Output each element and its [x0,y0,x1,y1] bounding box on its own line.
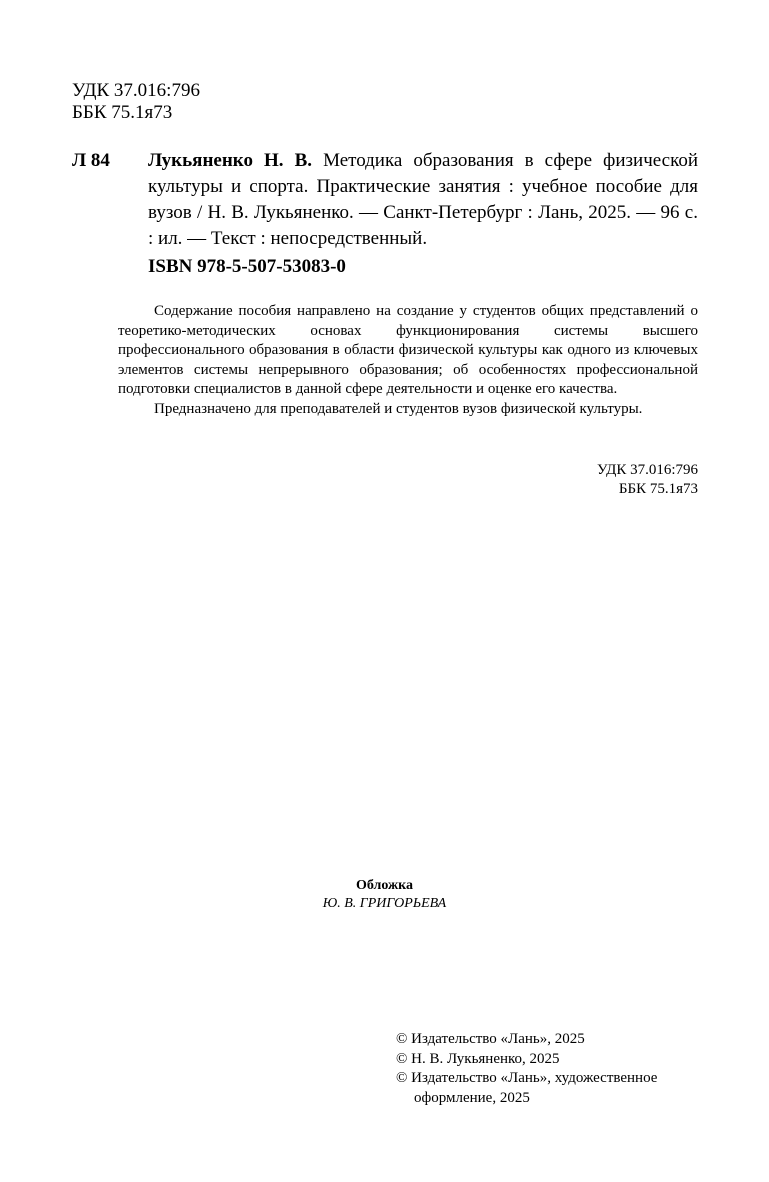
cover-credit [0,877,769,913]
description-text: Методика образования в сфере физической культуры и спорта. Практические занятия : учебное пособие для вузов / Н. В. Лукьяненко. — Санкт-Петербург : Лань, 2025. — 96 с. : ил. — Текст : непосредственный. [148,150,699,249]
abstract-paragraph: Содержание пособия направлено на создание у студентов общих представлений о теоретико-методических основах функционирования системы высшего профессионального образования в области физической культуры как одного из ключевых элементов системы непрерывного образования; об особенностях профессиональной подготовки специалистов в данной сфере деятельности и оценке его качества. [118,303,698,397]
footer-codes [118,461,698,499]
abstract [118,302,698,419]
isbn: ISBN 978-5-507-53083-0 [148,256,346,277]
author-mark: Л 84 [72,150,110,171]
cover-label: Обложка [355,878,414,893]
bbk-code: ББК 75.1я73 [72,102,173,123]
copyright-line: © Издательство «Лань», художественное [396,1070,658,1086]
copyright-line: © Издательство «Лань», 2025 [396,1031,585,1047]
bibliographic-description [148,148,698,252]
header-codes [72,80,200,124]
audience-paragraph: Предназначено для преподавателей и студентов вузов физической культуры. [154,400,643,417]
catalog-entry [72,148,698,252]
copyright-block [396,1030,657,1108]
copyright-line: © Н. В. Лукьяненко, 2025 [396,1050,560,1067]
udk-code-right: УДК 37.016:796 [596,462,698,478]
udk-code: УДК 37.016:796 [72,80,200,101]
author-name: Лукьяненко Н. В. [148,150,313,171]
cover-designer: Ю. В. ГРИГОРЬЕВА [322,896,447,911]
bbk-code-right: ББК 75.1я73 [618,481,698,497]
copyright-line: оформление, 2025 [414,1089,530,1106]
